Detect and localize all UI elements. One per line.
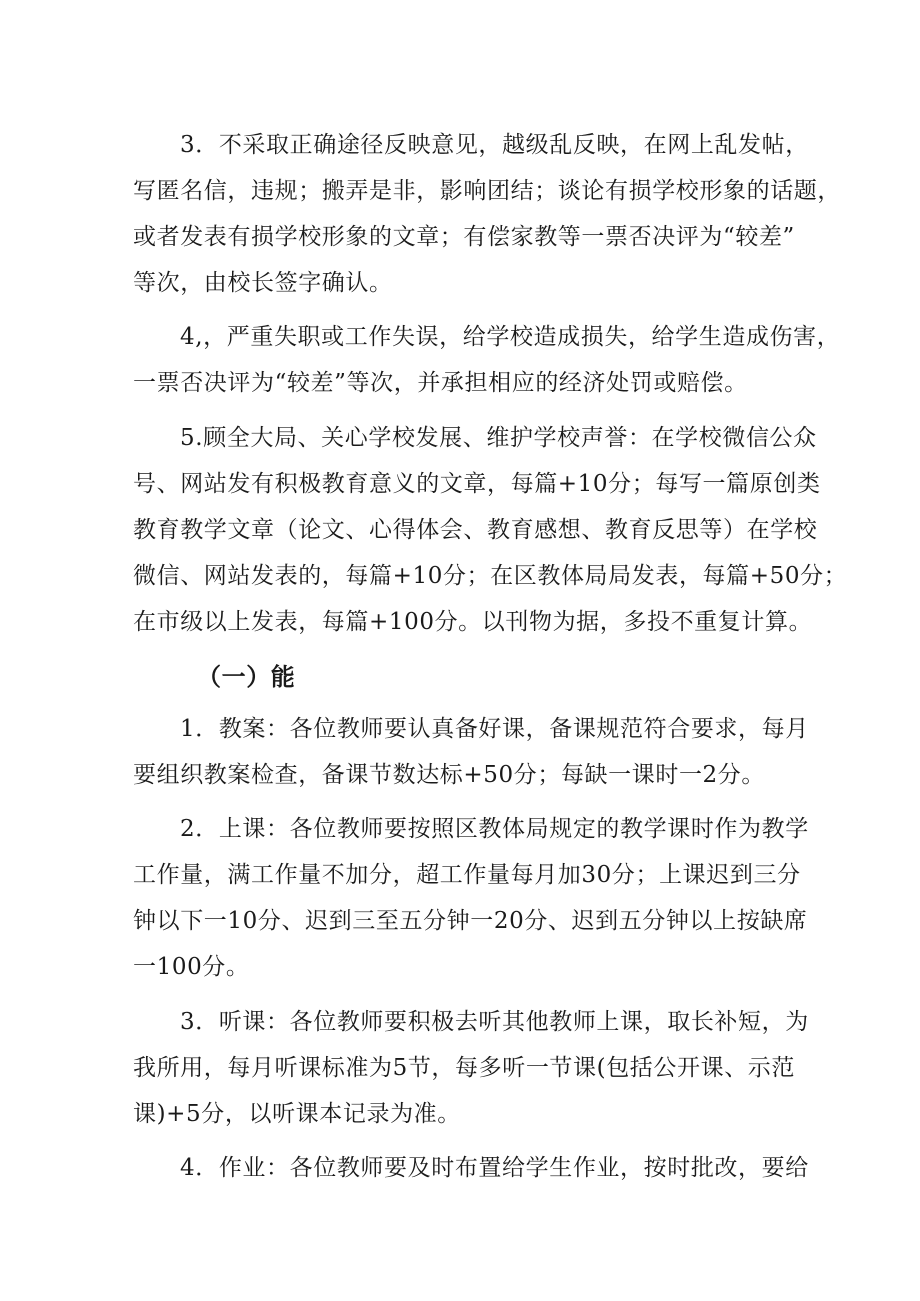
text-line: 工作量，满工作量不加分，超工作量每月加30分；上课迟到三分 (133, 862, 801, 888)
text-line: 1．教案：各位教师要认真备好课，备课规范符合要求，每月 (180, 716, 809, 742)
text-line: 要组织教案检查，备课节数达标+50分；每缺一课时一2分。 (133, 762, 765, 788)
text-line: 写匿名信，违规；搬弄是非，影响团结；谈论有损学校形象的话题， (133, 178, 841, 204)
text-line: 我所用，每月听课标准为5节，每多听一节课(包括公开课、示范 (133, 1055, 796, 1081)
text-line: 号、网站发有积极教育意义的文章，每篇+10分；每写一篇原创类 (133, 471, 821, 497)
text-line: 2．上课：各位教师要按照区教体局规定的教学课时作为教学 (180, 816, 809, 842)
text-line: 一100分。 (133, 954, 250, 980)
text-line: 4．作业：各位教师要及时布置给学生作业，按时批改，要给 (180, 1155, 809, 1181)
text-line: 课)+5分，以听课本记录为准。 (133, 1101, 461, 1127)
text-line: 等次，由校长签字确认。 (133, 270, 393, 296)
text-line: 微信、网站发表的，每篇+10分；在区教体局局发表，每篇+50分； (133, 563, 848, 589)
text-line: 钟以下一10分、迟到三至五分钟一20分、迟到五分钟以上按缺席 (133, 908, 808, 934)
text-line: 4,，严重失职或工作失误，给学校造成损失，给学生造成伤害， (180, 324, 841, 350)
text-line: 在市级以上发表，每篇+100分。以刊物为据，多投不重复计算。 (133, 609, 813, 635)
text-line: 3．听课：各位教师要积极去听其他教师上课，取长补短，为 (180, 1009, 809, 1035)
text-line: 教育教学文章（论文、心得体会、教育感想、教育反思等）在学校 (133, 517, 818, 543)
text-line: 一票否决评为“较差”等次，并承担相应的经济处罚或赔偿。 (133, 370, 748, 396)
text-line: 或者发表有损学校形象的文章；有偿家教等一票否决评为“较差” (133, 224, 795, 250)
section-heading: （一）能 (197, 663, 296, 691)
text-line: 3．不采取正确途径反映意见，越级乱反映，在网上乱发帖， (180, 132, 809, 158)
text-line: 5.顾全大局、关心学校发展、维护学校声誉：在学校微信公众 (180, 425, 817, 451)
